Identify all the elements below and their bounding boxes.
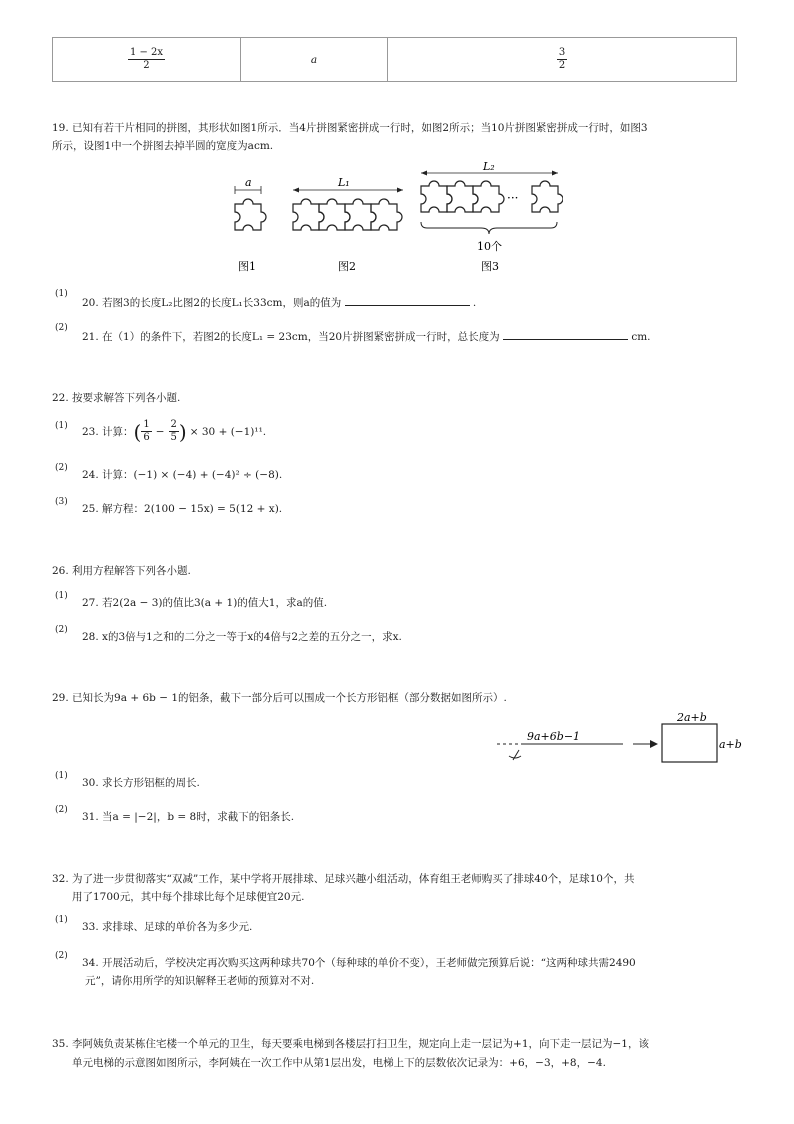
top-label: 2a+b [677, 711, 707, 724]
q21-end: cm. [631, 331, 651, 343]
figure-1-caption: 图1 [238, 260, 256, 273]
ellipsis: ··· [507, 191, 519, 205]
q33-text: 33. 求排球、足球的单价各为多少元. [82, 921, 253, 933]
aluminum-figure [495, 708, 755, 770]
fraction [128, 47, 165, 72]
q19-text-line1: 19. 已知有若干片相同的拼图，其形状如图1所示．当4片拼图紧密拼成一行时，如图2所示；当10片拼图紧密拼成一行时，如图3 [52, 122, 648, 134]
fraction-denominator: 2 [143, 60, 150, 71]
sub-number: (1) [55, 771, 68, 781]
q29-title: 29. 已知长为9a + 6b − 1的铝条，截下一部分后可以围成一个长方形铝框（部分数据如图所示）. [52, 692, 507, 704]
table-cell-1 [53, 38, 241, 81]
q22-title: 22. 按要求解答下列各小题. [52, 392, 181, 404]
sub-number: (2) [55, 463, 68, 473]
figure-2-caption: 图2 [338, 260, 356, 273]
fraction-numerator: 1 [143, 419, 150, 430]
sub-number: (1) [55, 421, 68, 431]
q35-text-line2: 单元电梯的示意图如图所示，李阿姨在一次工作中从第1层出发，电梯上下的层数依次记录为：+6，−3，+8，−4. [72, 1057, 606, 1069]
figure-1-piece [235, 176, 266, 230]
q20-body: 20. 若图3的长度L₂比图2的长度L₁长33cm，则a的值为 [82, 297, 342, 309]
q32-text-line2: 用了1700元，其中每个排球比每个足球便宜20元. [72, 891, 305, 903]
q24-text: 24. 计算：(−1) × (−4) + (−4)² ÷ (−8). [82, 469, 283, 481]
label-l2: L₂ [483, 160, 495, 173]
fraction-numerator: 3 [558, 47, 566, 58]
table-cell-3 [388, 38, 736, 81]
scissors-icon [509, 750, 521, 760]
q30-text: 30. 求长方形铝框的周长. [82, 777, 200, 789]
q20-end: . [472, 297, 477, 309]
q35-text-line1: 35. 李阿姨负责某栋住宅楼一个单元的卫生，每天要乘电梯到各楼层打扫卫生，规定向上走一层记为+1，向下走一层记为−1，该 [52, 1038, 649, 1050]
sub-number: (1) [55, 591, 68, 601]
q21-text [82, 327, 651, 344]
puzzle-figure [218, 160, 563, 275]
q20-text [82, 293, 476, 310]
fraction-denominator: 2 [558, 60, 566, 71]
arrow-icon [650, 740, 658, 748]
answer-blank[interactable] [345, 293, 470, 306]
fraction [141, 419, 151, 444]
sub-number: (1) [55, 289, 68, 299]
q23-suffix: × 30 + (−1)¹¹. [189, 425, 267, 438]
figure-2-row [293, 176, 403, 230]
q34-text-line2: 元”，请你用所学的知识解释王老师的预算对不对. [85, 975, 315, 987]
q32-text-line1: 32. 为了进一步贯彻落实“双减”工作，某中学将开展排球、足球兴趣小组活动，体育组王老师购买了排球40个，足球10个，共 [52, 873, 635, 885]
side-label: a+b [719, 738, 742, 751]
fraction-denominator: 5 [170, 432, 177, 443]
q23-prefix: 23. 计算： [82, 426, 134, 438]
answer-table-row [52, 37, 737, 82]
figure-3-row [421, 160, 563, 253]
q25-text: 25. 解方程：2(100 − 15x) = 5(12 + x). [82, 503, 283, 515]
label-a: a [245, 176, 252, 189]
fraction-numerator: 2 [170, 419, 177, 430]
q21-body: 21. 在（1）的条件下，若图2的长度L₁ = 23cm，当20片拼图紧密拼成一行时，总长度为 [82, 331, 500, 343]
sub-number: (2) [55, 625, 68, 635]
fraction [169, 419, 179, 444]
label-10: 10个 [477, 240, 502, 253]
q19-text-line2: 所示，设图1中一个拼图去掉半圆的宽度为acm. [52, 140, 274, 152]
answer-blank[interactable] [503, 327, 628, 340]
sub-number: (2) [55, 805, 68, 815]
bar-label: 9a+6b−1 [527, 730, 581, 743]
figure-3-caption: 图3 [481, 260, 499, 273]
rectangle-frame [662, 724, 717, 762]
q23-text: 23. 计算： ( $\frac{1}{6}$ − $\frac{2}{5}$ ) × 30 + (−1)¹¹. [82, 419, 267, 444]
q27-text: 27. 若2(2a − 3)的值比3(a + 1)的值大1，求a的值. [82, 597, 328, 609]
cell-value: a [310, 53, 318, 66]
sub-number: (2) [55, 951, 68, 961]
table-cell-2 [241, 38, 388, 81]
sub-number: (2) [55, 323, 68, 333]
q31-text: 31. 当a = |−2|，b = 8时，求截下的铝条长. [82, 811, 295, 823]
q34-text: 34. 开展活动后，学校决定再次购买这两种球共70个（每种球的单价不变），王老师做完预算后说：“这两种球共需2490 [82, 957, 636, 969]
fraction-denominator: 6 [143, 432, 150, 443]
fraction-numerator: 1 − 2x [129, 47, 164, 58]
label-l1: L₁ [338, 176, 350, 189]
q26-title: 26. 利用方程解答下列各小题. [52, 565, 191, 577]
q28-text: 28. x的3倍与1之和的二分之一等于x的4倍与2之差的五分之一，求x. [82, 631, 402, 643]
sub-number: (1) [55, 915, 68, 925]
sub-number: (3) [55, 497, 68, 507]
fraction [557, 47, 567, 72]
